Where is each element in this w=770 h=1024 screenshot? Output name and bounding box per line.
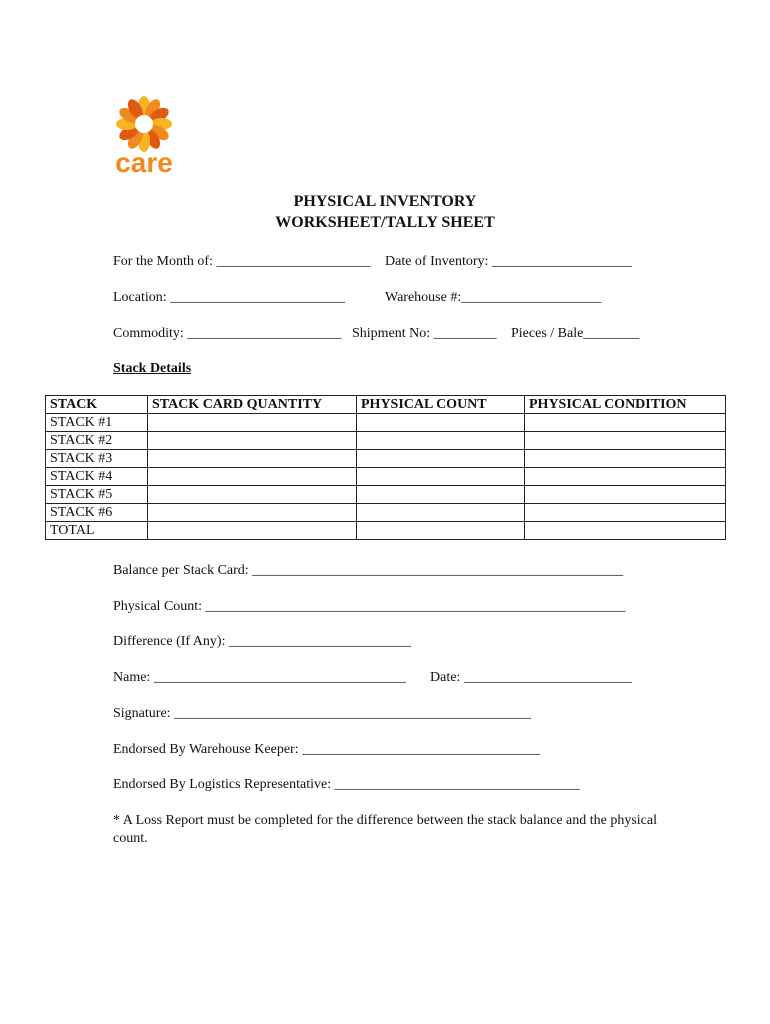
difference-field: Difference (If Any): __________________________ bbox=[113, 634, 411, 649]
stack-label: STACK #6 bbox=[46, 504, 148, 522]
stack-label: STACK #3 bbox=[46, 450, 148, 468]
endorsed-warehouse-keeper-field: Endorsed By Warehouse Keeper: __________________________________ bbox=[113, 742, 541, 757]
physical-count-field: Physical Count: ____________________________________________________________ bbox=[113, 599, 626, 614]
stack-details-heading: Stack Details bbox=[113, 361, 192, 376]
empty-cell bbox=[357, 486, 525, 504]
empty-cell bbox=[148, 468, 357, 486]
table-row bbox=[46, 468, 726, 486]
empty-cell bbox=[148, 486, 357, 504]
empty-cell bbox=[148, 522, 357, 540]
empty-cell bbox=[357, 522, 525, 540]
empty-cell bbox=[525, 504, 726, 522]
name-field: Name: ____________________________________ bbox=[113, 670, 406, 685]
signature-field: Signature: ___________________________________________________ bbox=[113, 706, 532, 721]
date-of-inventory-field: Date of Inventory: ____________________ bbox=[385, 254, 632, 269]
empty-cell bbox=[525, 522, 726, 540]
logo-center bbox=[135, 115, 153, 133]
balance-per-stack-card-field: Balance per Stack Card: _____________________________________________________ bbox=[113, 563, 624, 578]
table-header-row bbox=[46, 396, 726, 414]
date-field: Date: ________________________ bbox=[430, 670, 632, 685]
empty-cell bbox=[357, 432, 525, 450]
empty-cell bbox=[525, 486, 726, 504]
empty-cell bbox=[357, 504, 525, 522]
empty-cell bbox=[357, 468, 525, 486]
empty-cell bbox=[148, 450, 357, 468]
commodity-field: Commodity: ______________________ bbox=[113, 326, 342, 341]
stack-label: STACK #1 bbox=[46, 414, 148, 432]
table-row bbox=[46, 504, 726, 522]
location-field: Location: _________________________ bbox=[113, 290, 346, 305]
header-physical-count: PHYSICAL COUNT bbox=[357, 396, 525, 414]
endorsed-logistics-field: Endorsed By Logistics Representative: ___________________________________ bbox=[113, 777, 580, 792]
header-stack-card-quantity: STACK CARD QUANTITY bbox=[148, 396, 357, 414]
empty-cell bbox=[525, 468, 726, 486]
document-title-line1: PHYSICAL INVENTORY bbox=[293, 193, 477, 210]
empty-cell bbox=[525, 414, 726, 432]
table-row bbox=[46, 486, 726, 504]
table-row bbox=[46, 432, 726, 450]
header-physical-condition: PHYSICAL CONDITION bbox=[525, 396, 726, 414]
loss-report-note: * A Loss Report must be completed for the difference between the stack balance and the physical count. bbox=[113, 813, 658, 846]
empty-cell bbox=[525, 450, 726, 468]
care-logo-icon bbox=[104, 96, 184, 180]
month-field: For the Month of: ______________________ bbox=[113, 254, 371, 269]
empty-cell bbox=[357, 450, 525, 468]
document-title-line2: WORKSHEET/TALLY SHEET bbox=[275, 214, 495, 231]
empty-cell bbox=[525, 432, 726, 450]
empty-cell bbox=[148, 432, 357, 450]
stack-label: STACK #2 bbox=[46, 432, 148, 450]
table-row bbox=[46, 522, 726, 540]
logo-wordmark: care bbox=[115, 147, 173, 178]
empty-cell bbox=[357, 414, 525, 432]
empty-cell bbox=[148, 414, 357, 432]
stack-label: STACK #5 bbox=[46, 486, 148, 504]
shipment-field: Shipment No: _________ bbox=[352, 326, 497, 341]
pieces-bale-field: Pieces / Bale________ bbox=[511, 326, 640, 341]
stack-details-table bbox=[45, 395, 726, 540]
table-row bbox=[46, 414, 726, 432]
table-row bbox=[46, 450, 726, 468]
stack-label: STACK #4 bbox=[46, 468, 148, 486]
header-stack: STACK bbox=[46, 396, 148, 414]
empty-cell bbox=[148, 504, 357, 522]
warehouse-field: Warehouse #:____________________ bbox=[385, 290, 602, 305]
care-logo bbox=[104, 96, 184, 180]
stack-label: TOTAL bbox=[46, 522, 148, 540]
